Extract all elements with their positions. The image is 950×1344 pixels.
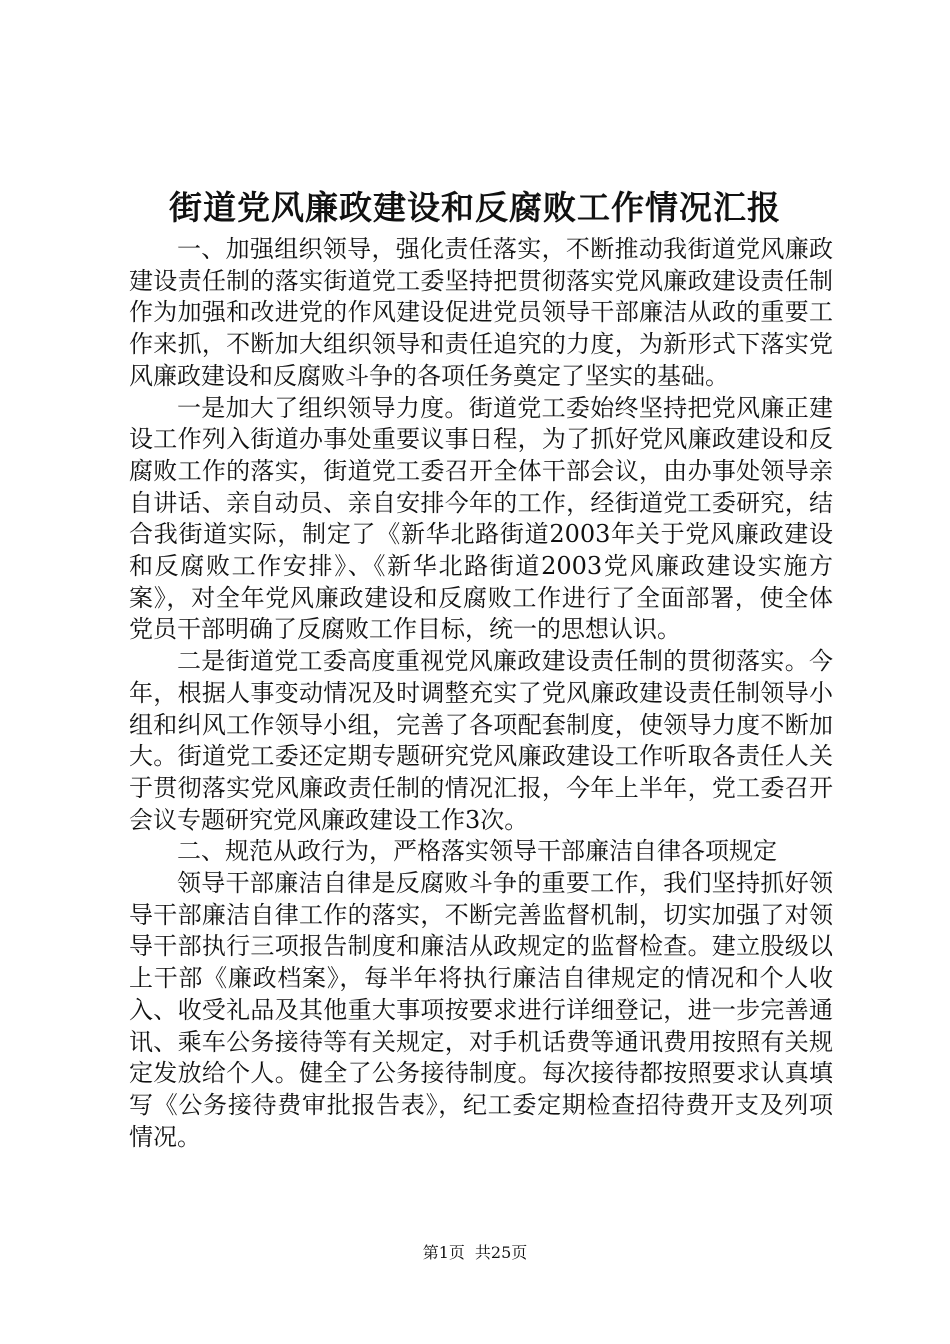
paragraph-section-one-heading: 一、加强组织领导，强化责任落实，不断推动我街道党风廉政建设责任制的落实街道党工委坚持把贯彻落实党风廉政建设责任制作为加强和改进党的作风建设促进党员领导干部廉洁从政的重要工作来抓，不断加大组织领导和责任追究的力度，为新形式下落实党风廉政建设和反腐败斗争的各项任务奠定了坚实的基础。 (129, 235, 833, 390)
paragraph-organization-leadership: 一是加大了组织领导力度。街道党工委始终坚持把党风廉正建设工作列入街道办事处重要议事日程，为了抓好党风廉政建设和反腐败工作的落实，街道党工委召开全体干部会议，由办事处领导亲自讲话、亲自动员、亲自安排今年的工作，经街道党工委研究，结合我街道实际，制定了《新华北路街道2003年关于党风廉政建设和反腐败工作安排》、《新华北路街道2003党风廉政建设实施方案》，对全年党风廉政建设和反腐败工作进行了全面部署，使全体党员干部明确了反腐败工作目标，统一的思想认识。 (129, 393, 833, 644)
document-body (129, 234, 833, 1153)
paragraph-responsibility-system: 二是街道党工委高度重视党风廉政建设责任制的贯彻落实。今年，根据人事变动情况及时调整充实了党风廉政建设责任制领导小组和纠风工作领导小组，完善了各项配套制度，使领导力度不断加大。街道党工委还定期专题研究党风廉政建设工作听取各责任人关于贯彻落实党风廉政责任制的情况汇报，今年上半年，党工委召开会议专题研究党风廉政建设工作3次。 (129, 647, 833, 834)
page-total-label: 共25页 (474, 1243, 528, 1262)
paragraph-self-discipline: 领导干部廉洁自律是反腐败斗争的重要工作，我们坚持抓好领导干部廉洁自律工作的落实，不断完善监督机制，切实加强了对领导干部执行三项报告制度和廉洁从政规定的监督检查。建立股级以上干部《廉政档案》，每半年将执行廉洁自律规定的情况和个人收入、收受礼品及其他重大事项按要求进行详细登记，进一步完善通讯、乘车公务接待等有关规定，对手机话费等通讯费用按照有关规定发放给个人。健全了公务接待制度。每次接待都按照要求认真填写《公务接待费审批报告表》，纪工委定期检查招待费开支及列项情况。 (129, 869, 833, 1151)
page-number-footer (0, 1241, 950, 1265)
document-title: 街道党风廉政建设和反腐败工作情况汇报 (169, 188, 781, 227)
paragraph-section-two-heading: 二、规范从政行为，严格落实领导干部廉洁自律各项规定 (177, 837, 777, 866)
page-current-label: 第1页 (422, 1243, 465, 1262)
